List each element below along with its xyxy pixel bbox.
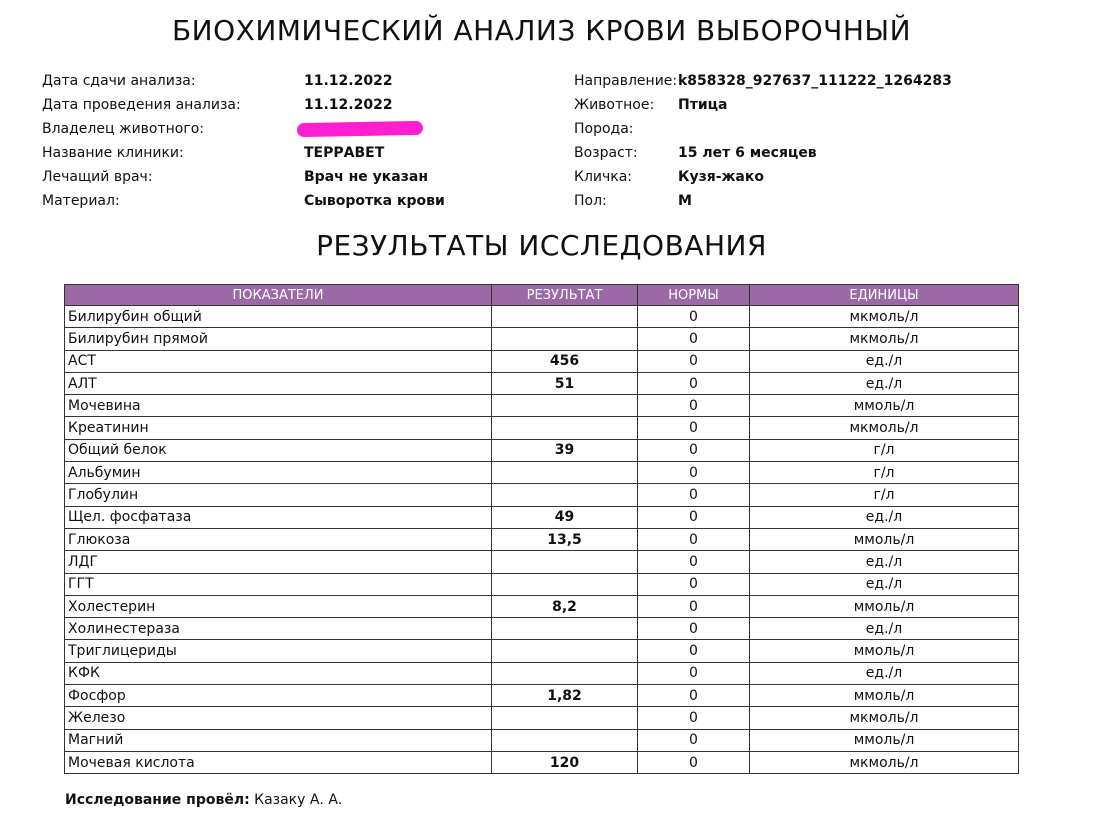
cell-indicator: Железо — [65, 707, 492, 729]
info-row-nickname — [574, 167, 1094, 191]
info-label: Дата сдачи анализа: — [42, 73, 196, 89]
header-result: РЕЗУЛЬТАТ — [492, 285, 638, 306]
cell-result: 1,82 — [492, 685, 638, 707]
cell-result: 49 — [492, 506, 638, 528]
cell-unit: г/л — [750, 484, 1019, 506]
cell-result: 51 — [492, 372, 638, 394]
cell-unit: г/л — [750, 462, 1019, 484]
cell-indicator: Мочевая кислота — [65, 751, 492, 773]
cell-result — [492, 662, 638, 684]
cell-norm: 0 — [638, 707, 750, 729]
table-row — [65, 350, 1019, 372]
cell-indicator: Альбумин — [65, 462, 492, 484]
cell-result: 120 — [492, 751, 638, 773]
cell-indicator: Триглицериды — [65, 640, 492, 662]
cell-norm: 0 — [638, 551, 750, 573]
cell-indicator: Креатинин — [65, 417, 492, 439]
cell-norm: 0 — [638, 328, 750, 350]
patient-info-right — [574, 71, 1094, 215]
cell-unit: ммоль/л — [750, 528, 1019, 550]
info-value: Врач не указан — [304, 169, 428, 185]
cell-norm: 0 — [638, 506, 750, 528]
info-label: Кличка: — [574, 169, 633, 185]
table-row — [65, 417, 1019, 439]
footer — [65, 792, 342, 808]
redaction-mark — [297, 121, 423, 137]
patient-info-left — [42, 71, 542, 215]
cell-result — [492, 640, 638, 662]
header-norms: НОРМЫ — [638, 285, 750, 306]
footer-label: Исследование провёл: — [65, 792, 250, 808]
info-label: Название клиники: — [42, 145, 184, 161]
info-row-submit-date — [42, 71, 542, 95]
info-label: Владелец животного: — [42, 121, 205, 137]
info-row-clinic — [42, 143, 542, 167]
cell-indicator: Мочевина — [65, 395, 492, 417]
cell-norm: 0 — [638, 685, 750, 707]
cell-norm: 0 — [638, 573, 750, 595]
cell-unit: ед./л — [750, 618, 1019, 640]
cell-unit: мкмоль/л — [750, 707, 1019, 729]
cell-result — [492, 484, 638, 506]
header-indicators: ПОКАЗАТЕЛИ — [65, 285, 492, 306]
cell-unit: ммоль/л — [750, 395, 1019, 417]
info-row-doctor — [42, 167, 542, 191]
cell-norm: 0 — [638, 640, 750, 662]
cell-result: 13,5 — [492, 528, 638, 550]
header-units: ЕДИНИЦЫ — [750, 285, 1019, 306]
info-label: Дата проведения анализа: — [42, 97, 241, 113]
results-body — [65, 306, 1019, 774]
info-row-breed — [574, 119, 1094, 143]
table-row — [65, 595, 1019, 617]
cell-unit: ммоль/л — [750, 595, 1019, 617]
cell-indicator: Фосфор — [65, 685, 492, 707]
info-row-animal — [574, 95, 1094, 119]
cell-norm: 0 — [638, 729, 750, 751]
cell-indicator: ГГТ — [65, 573, 492, 595]
table-row — [65, 640, 1019, 662]
table-row — [65, 439, 1019, 461]
cell-indicator: Глюкоза — [65, 528, 492, 550]
cell-indicator: Магний — [65, 729, 492, 751]
cell-result — [492, 395, 638, 417]
cell-norm: 0 — [638, 751, 750, 773]
info-value: Сыворотка крови — [304, 193, 445, 209]
results-table — [64, 284, 1019, 774]
cell-indicator: Билирубин прямой — [65, 328, 492, 350]
table-row — [65, 462, 1019, 484]
cell-unit: ед./л — [750, 551, 1019, 573]
cell-result — [492, 417, 638, 439]
cell-norm: 0 — [638, 439, 750, 461]
info-label: Направление: — [574, 73, 678, 89]
table-row — [65, 751, 1019, 773]
cell-result: 39 — [492, 439, 638, 461]
cell-unit: ед./л — [750, 662, 1019, 684]
cell-norm: 0 — [638, 528, 750, 550]
cell-result — [492, 729, 638, 751]
cell-unit: ед./л — [750, 573, 1019, 595]
cell-result — [492, 707, 638, 729]
cell-norm: 0 — [638, 662, 750, 684]
cell-norm: 0 — [638, 395, 750, 417]
cell-result — [492, 328, 638, 350]
footer-value: Казаку А. А. — [254, 792, 343, 808]
report-title: БИОХИМИЧЕСКИЙ АНАЛИЗ КРОВИ ВЫБОРОЧНЫЙ — [171, 14, 912, 47]
table-row — [65, 328, 1019, 350]
table-row — [65, 306, 1019, 328]
table-row — [65, 707, 1019, 729]
cell-unit: ммоль/л — [750, 729, 1019, 751]
cell-indicator: Щел. фосфатаза — [65, 506, 492, 528]
info-value: Кузя-жако — [678, 169, 765, 185]
cell-indicator: Холинестераза — [65, 618, 492, 640]
table-row — [65, 618, 1019, 640]
table-row — [65, 573, 1019, 595]
table-header-row — [65, 285, 1019, 306]
info-row-referral — [574, 71, 1094, 95]
info-label: Порода: — [574, 121, 634, 137]
cell-norm: 0 — [638, 462, 750, 484]
info-value: ТЕРРАВЕТ — [304, 145, 385, 161]
cell-unit: мкмоль/л — [750, 328, 1019, 350]
table-row — [65, 528, 1019, 550]
info-row-sex — [574, 191, 1094, 215]
info-value: 15 лет 6 месяцев — [678, 145, 817, 161]
cell-unit: ед./л — [750, 506, 1019, 528]
cell-indicator: АСТ — [65, 350, 492, 372]
cell-norm: 0 — [638, 595, 750, 617]
cell-norm: 0 — [638, 306, 750, 328]
cell-unit: г/л — [750, 439, 1019, 461]
table-row — [65, 662, 1019, 684]
info-value: k858328_927637_111222_1264283 — [678, 73, 952, 89]
info-label: Животное: — [574, 97, 655, 113]
info-value: М — [678, 193, 692, 209]
cell-indicator: Холестерин — [65, 595, 492, 617]
table-row — [65, 685, 1019, 707]
info-value: 11.12.2022 — [304, 73, 393, 89]
cell-unit: ед./л — [750, 372, 1019, 394]
cell-result — [492, 551, 638, 573]
cell-unit: мкмоль/л — [750, 751, 1019, 773]
info-row-analysis-date — [42, 95, 542, 119]
info-label: Лечащий врач: — [42, 169, 153, 185]
results-title: РЕЗУЛЬТАТЫ ИССЛЕДОВАНИЯ — [316, 229, 767, 262]
cell-unit: ммоль/л — [750, 685, 1019, 707]
table-row — [65, 372, 1019, 394]
cell-indicator: АЛТ — [65, 372, 492, 394]
cell-indicator: Глобулин — [65, 484, 492, 506]
cell-unit: ед./л — [750, 350, 1019, 372]
cell-indicator: Билирубин общий — [65, 306, 492, 328]
cell-result — [492, 306, 638, 328]
info-value: Птица — [678, 97, 728, 113]
cell-norm: 0 — [638, 350, 750, 372]
cell-result: 8,2 — [492, 595, 638, 617]
cell-indicator: ЛДГ — [65, 551, 492, 573]
info-row-material — [42, 191, 542, 215]
cell-norm: 0 — [638, 417, 750, 439]
info-row-age — [574, 143, 1094, 167]
table-row — [65, 395, 1019, 417]
cell-result: 456 — [492, 350, 638, 372]
table-row — [65, 506, 1019, 528]
cell-unit: мкмоль/л — [750, 306, 1019, 328]
table-row — [65, 729, 1019, 751]
cell-indicator: КФК — [65, 662, 492, 684]
cell-result — [492, 462, 638, 484]
info-row-owner — [42, 119, 542, 143]
table-row — [65, 484, 1019, 506]
info-value: 11.12.2022 — [304, 97, 393, 113]
info-label: Возраст: — [574, 145, 638, 161]
cell-result — [492, 573, 638, 595]
info-label: Материал: — [42, 193, 120, 209]
cell-indicator: Общий белок — [65, 439, 492, 461]
cell-unit: мкмоль/л — [750, 417, 1019, 439]
info-label: Пол: — [574, 193, 607, 209]
cell-norm: 0 — [638, 484, 750, 506]
cell-unit: ммоль/л — [750, 640, 1019, 662]
cell-norm: 0 — [638, 372, 750, 394]
cell-result — [492, 618, 638, 640]
cell-norm: 0 — [638, 618, 750, 640]
table-row — [65, 551, 1019, 573]
